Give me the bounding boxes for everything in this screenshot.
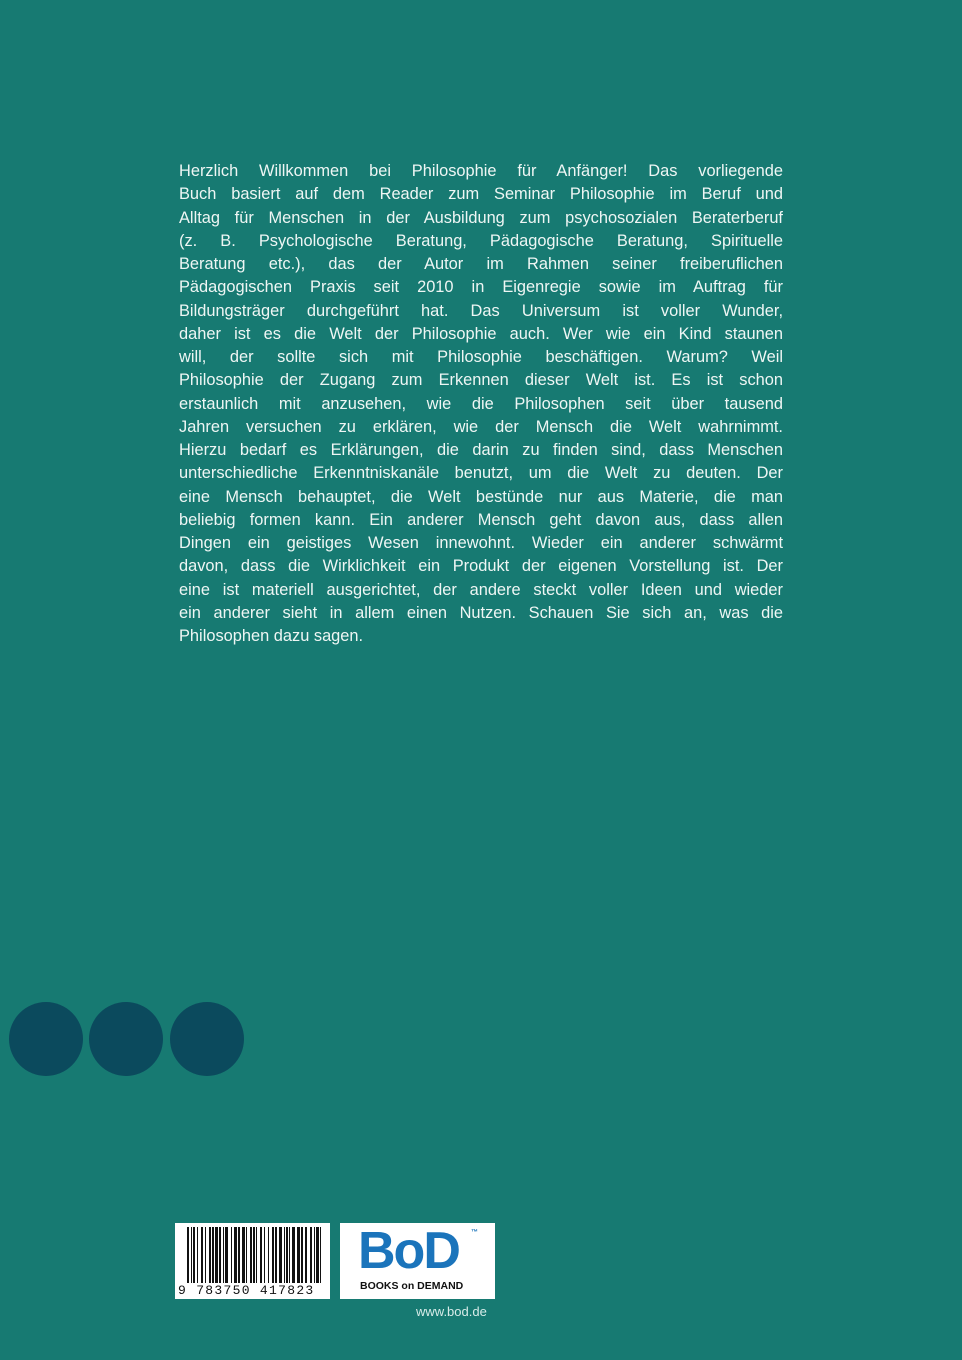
blurb-line: Beratung etc.), das der Autor im Rahmen seiner freiberuflichen — [179, 255, 783, 273]
blurb-line: Pädagogischen Praxis seit 2010 in Eigenregie sowie im Auftrag für — [179, 278, 783, 297]
back-cover-blurb — [179, 160, 783, 648]
barcode-bar — [260, 1227, 262, 1283]
isbn-number: 9 783750 417823 — [178, 1283, 315, 1298]
barcode-bar — [264, 1227, 265, 1283]
barcode-bar — [316, 1227, 319, 1283]
barcode-bar — [275, 1227, 277, 1283]
barcode-bar — [234, 1227, 237, 1283]
blurb-line: Hierzu bedarf es Erklärungen, die darin zu finden sind, dass Menschen — [179, 441, 783, 459]
barcode-bar — [215, 1227, 218, 1283]
barcode-bar — [253, 1227, 255, 1283]
blurb-line: eine ist materiell ausgerichtet, der andere steckt voller Ideen und wieder — [179, 580, 783, 599]
decorative-circle-2 — [89, 1002, 163, 1076]
barcode-bar — [209, 1227, 211, 1283]
publisher-tagline: BOOKS on DEMAND — [360, 1280, 464, 1292]
isbn-barcode — [175, 1223, 330, 1299]
blurb-line: unterschiedliche Erkenntniskanäle benutzt, um die Welt zu deuten. Der — [179, 464, 783, 483]
barcode-bar — [272, 1227, 274, 1283]
blurb-line: Bildungsträger durchgeführt hat. Das Universum ist voller Wunder, — [179, 301, 783, 320]
blurb-line: Philosophen dazu sagen. — [179, 627, 364, 645]
barcode-bar — [223, 1227, 224, 1283]
barcode-bar — [242, 1227, 245, 1283]
blurb-line: Jahren versuchen zu erklären, wie der Mensch die Welt wahrnimmt. — [179, 417, 783, 436]
publisher-url[interactable]: www.bod.de — [416, 1304, 487, 1319]
barcode-bar — [301, 1227, 303, 1283]
barcode-bar — [268, 1227, 269, 1283]
barcode-bar — [320, 1227, 321, 1283]
barcode-bar — [193, 1227, 195, 1283]
barcode-bar — [197, 1227, 198, 1283]
barcode-bar — [289, 1227, 290, 1283]
barcode-bar — [292, 1227, 295, 1283]
barcode-bar — [225, 1227, 228, 1283]
barcode-bar — [191, 1227, 192, 1283]
blurb-line: will, der sollte sich mit Philosophie beschäftigen. Warum? Weil — [179, 348, 783, 366]
barcode-bar — [250, 1227, 252, 1283]
barcode-bar — [231, 1227, 232, 1283]
blurb-line: ein anderer sieht in allem einen Nutzen. Schauen Sie sich an, was die — [179, 603, 783, 622]
blurb-line: erstaunlich mit anzusehen, wie die Philosophen seit über tausend — [179, 394, 783, 413]
barcode-bar — [297, 1227, 300, 1283]
barcode-bar — [212, 1227, 214, 1283]
decorative-circle-1 — [9, 1002, 83, 1076]
barcode-bar — [256, 1227, 257, 1283]
barcode-bar — [205, 1227, 206, 1283]
trademark-symbol: ™ — [471, 1229, 478, 1236]
blurb-line: eine Mensch behauptet, die Welt bestünde nur aus Materie, die man — [179, 487, 783, 506]
barcode-bar — [310, 1227, 312, 1283]
bod-logo-mark: BoD — [358, 1222, 459, 1280]
blurb-line: davon, dass die Wirklichkeit ein Produkt der eigenen Vorstellung ist. Der — [179, 557, 783, 576]
blurb-line: Buch basiert auf dem Reader zum Seminar Philosophie im Beruf und — [179, 185, 783, 204]
blurb-line: beliebig formen kann. Ein anderer Mensch geht davon aus, dass allen — [179, 510, 783, 529]
barcode-bar — [187, 1227, 189, 1283]
barcode-bar — [238, 1227, 240, 1283]
blurb-line: Alltag für Menschen in der Ausbildung zum psychosozialen Beraterberuf — [179, 208, 783, 227]
barcode-bar — [201, 1227, 203, 1283]
blurb-line: Philosophie der Zugang zum Erkennen dieser Welt ist. Es ist schon — [179, 371, 783, 390]
barcode-bar — [314, 1227, 315, 1283]
blurb-line: Dingen ein geistiges Wesen innewohnt. Wieder ein anderer schwärmt — [179, 534, 783, 552]
barcode-bars — [187, 1227, 323, 1283]
barcode-bar — [284, 1227, 285, 1283]
decorative-circle-3 — [170, 1002, 244, 1076]
barcode-bar — [279, 1227, 282, 1283]
barcode-bar — [246, 1227, 247, 1283]
blurb-line: (z. B. Psychologische Beratung, Pädagogische Beratung, Spirituelle — [179, 231, 783, 250]
barcode-bar — [305, 1227, 307, 1283]
blurb-line: daher ist es die Welt der Philosophie auch. Wer wie ein Kind staunen — [179, 324, 783, 343]
blurb-line: Herzlich Willkommen bei Philosophie für Anfänger! Das vorliegende — [179, 162, 783, 180]
barcode-bar — [219, 1227, 221, 1283]
publisher-logo — [340, 1223, 495, 1299]
barcode-bar — [286, 1227, 288, 1283]
